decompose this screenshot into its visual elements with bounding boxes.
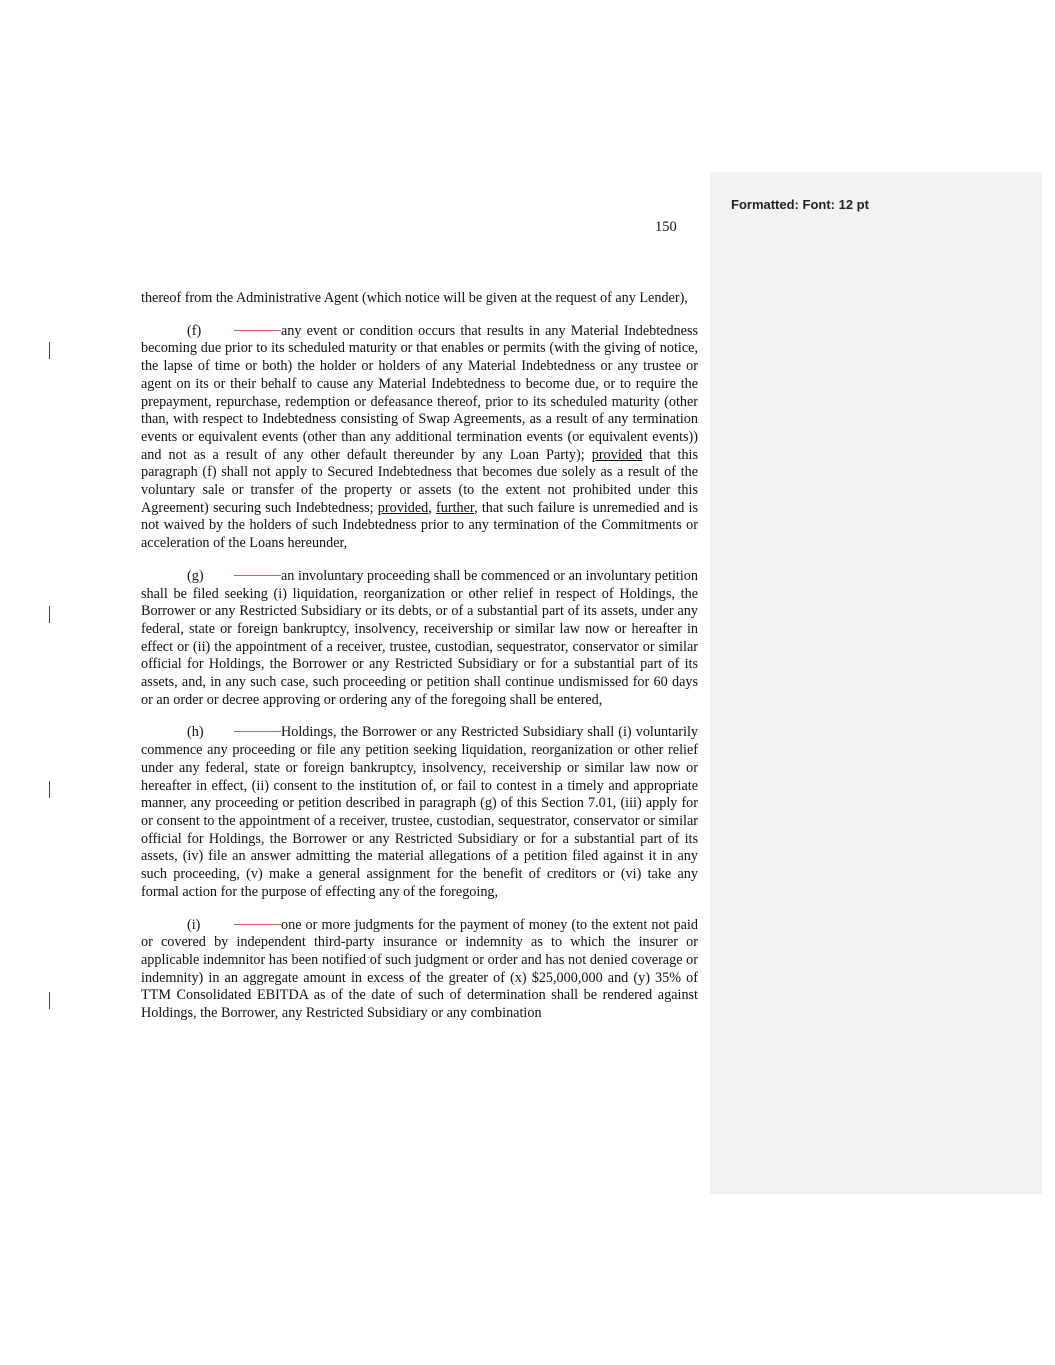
paragraph-text: one or more judgments for the payment of money (to the extent not paid or covered by independent third-party insurance or indemnity as to which the insurer or applicable indemnitor has been notified of such judgment or order and has not denied coverage or indemnity) in an aggregate amount in excess of the greater of (x) $25,000,000 and (y) 35% of TTM Consolidated EBITDA as of the date of such of determination shall be rendered against Holdings, the Borrower, any Restricted Subsidiary or any combination xyxy=(141,916,698,1022)
paragraph-text: Holdings, the Borrower or any Restricted Subsidiary shall (i) voluntarily commence any proceeding or file any petition seeking liquidation, reorganization or other relief under any federal, state or foreign bankruptcy, insolvency, receivership or similar law now or hereafter in effect, (ii) consent to the institution of, or fail to contest in a timely and appropriate manner, any proceeding or petition described in paragraph (g) of this Section 7.01, (iii) apply for or consent to the appointment of a receiver, trustee, custodian, sequestrator, conservator or similar official for Holdings, the Borrower or any Restricted Subsidiary or for a substantial part of its assets, (iv) file an answer admitting the material allegations of a petition filed against it in any such proceeding, (v) make a general assignment for the benefit of creditors or (vi) take any formal action for the purpose of effecting any of the foregoing, xyxy=(141,724,698,900)
document-body xyxy=(141,290,698,1038)
paragraph-text: , that such failure is unremedied and is not waived by the holders of such Indebtedness prior to any termination of the Commitments or acceleration of the Loans hereunder, xyxy=(141,499,698,552)
paragraph-g xyxy=(141,568,698,710)
underlined-term: further xyxy=(436,499,475,516)
change-bar xyxy=(49,992,50,1009)
paragraph-f xyxy=(141,323,698,553)
paragraph-label: (h) xyxy=(187,724,204,741)
paragraph-text: , xyxy=(428,499,437,516)
change-bar xyxy=(49,606,50,623)
paragraph-text: any event or condition occurs that results in any Material Indebtedness becoming due prior to its scheduled maturity or that enables or permits (with the giving of notice, the lapse of time or both) the holder or holders of any Material Indebtedness or any trustee or agent on its or their behalf to cause any Material Indebtedness to become due, or to require the prepayment, repurchase, redemption or defeasance thereof, prior to its scheduled maturity (other than, with respect to Indebtedness consisting of Swap Agreements, as a result of any termination events or equivalent events (other than any additional termination events (or equivalent events)) and not as a result of any other default thereunder by any Loan Party); xyxy=(141,322,698,463)
tab-leader xyxy=(234,575,281,576)
change-bar xyxy=(49,342,50,359)
tab-leader xyxy=(234,330,281,331)
change-bar xyxy=(49,781,50,798)
tab-leader xyxy=(234,731,281,732)
underlined-term: provided xyxy=(377,499,429,516)
paragraph-label: (f) xyxy=(187,322,202,339)
paragraph-text: an involuntary proceeding shall be commenced or an involuntary petition shall be filed seeking (i) liquidation, reorganization or other relief in respect of Holdings, the Borrower or any Restricted Subsidiary or its debts, or of a substantial part of its assets, under any federal, state or foreign bankruptcy, insolvency, receivership or similar law now or hereafter in effect or (ii) the appointment of a receiver, trustee, custodian, sequestrator, conservator or similar official for Holdings, the Borrower or any Restricted Subsidiary or for a substantial part of its assets, and, in any such case, such proceeding or petition shall continue undismissed for 60 days or an order or decree approving or ordering any of the foregoing shall be entered, xyxy=(141,567,698,708)
paragraph-label: (g) xyxy=(187,567,204,584)
tab-leader xyxy=(234,924,281,925)
paragraph-i xyxy=(141,917,698,1023)
comment-pane-title: Formatted: Font: 12 pt xyxy=(731,197,869,212)
paragraph-label: (i) xyxy=(187,916,201,933)
page-number: 150 xyxy=(655,219,677,235)
comment-pane xyxy=(710,172,1042,1194)
continuation-paragraph: thereof from the Administrative Agent (which notice will be given at the request of any Lender), xyxy=(141,290,688,306)
underlined-term: provided xyxy=(591,446,643,463)
paragraph-text: that this paragraph (f) shall not apply to Secured Indebtedness that becomes due solely as a result of the voluntary sale or transfer of the property or assets (to the extent not prohibited under this Agreement) securing such Indebtedness; xyxy=(141,446,699,516)
paragraph-h xyxy=(141,724,698,901)
